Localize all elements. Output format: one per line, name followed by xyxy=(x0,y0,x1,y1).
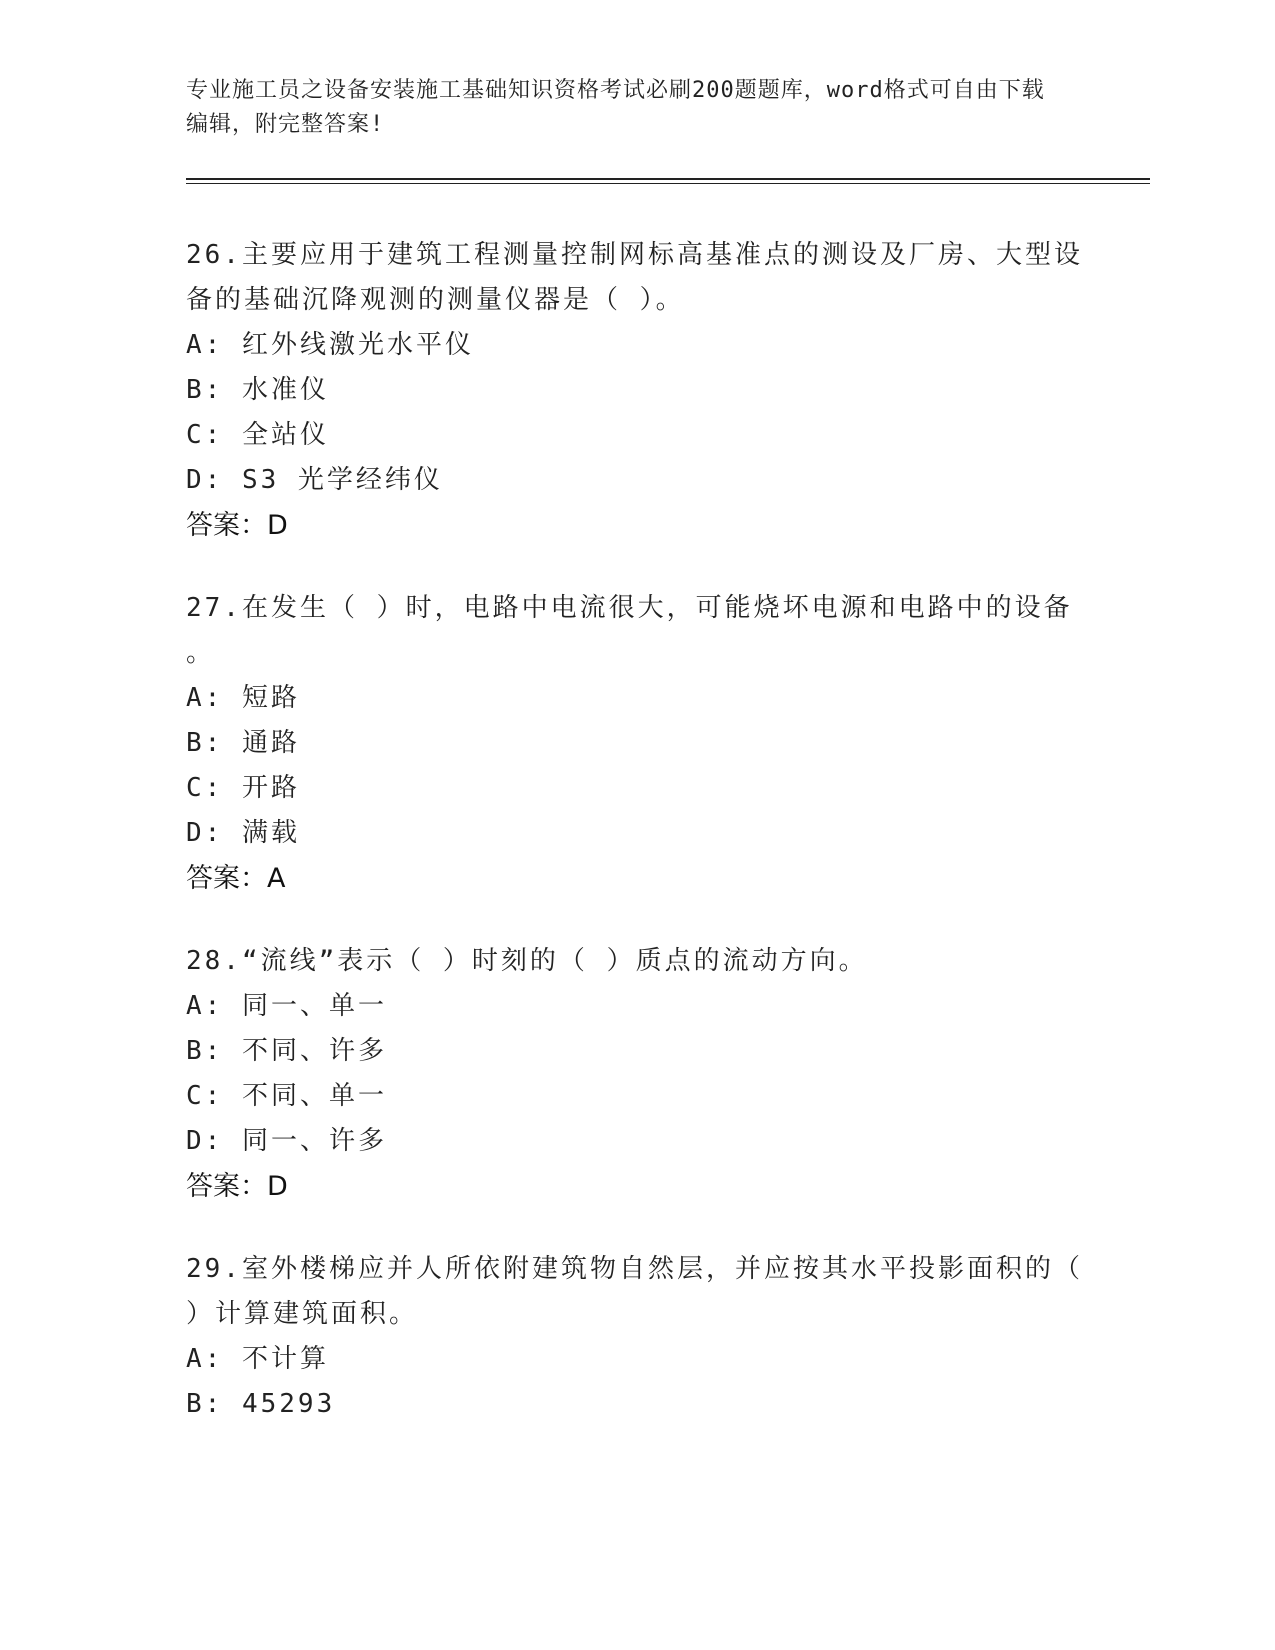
option-b: B: 45293 xyxy=(186,1389,336,1419)
option-b: B: 不同、许多 xyxy=(186,1036,387,1066)
option-c: C: 开路 xyxy=(186,773,300,803)
option-c: C: 全站仪 xyxy=(186,420,329,450)
option-a: A: 不计算 xyxy=(186,1344,329,1374)
question-list xyxy=(186,233,1086,1464)
option-d: D: 同一、许多 xyxy=(186,1126,387,1156)
header-divider-thick xyxy=(186,178,1150,180)
option-a: A: 短路 xyxy=(186,683,300,713)
option-a: A: 同一、单一 xyxy=(186,991,387,1021)
answer-line: 答案：D xyxy=(186,1171,288,1202)
question-stem: 26.主要应用于建筑工程测量控制网标高基准点的测设及厂房、大型设备的基础沉降观测的测量仪器是（ ）。 xyxy=(186,240,1083,315)
question-28 xyxy=(186,939,1086,1210)
option-d: D: 满载 xyxy=(186,818,300,848)
option-a: A: 红外线激光水平仪 xyxy=(186,330,474,360)
question-stem: 29.室外楼梯应并人所依附建筑物自然层，并应按其水平投影面积的（ ）计算建筑面积。 xyxy=(186,1254,1083,1329)
question-29 xyxy=(186,1247,1086,1427)
header-divider-thin xyxy=(186,183,1150,184)
option-b: B: 通路 xyxy=(186,728,300,758)
option-b: B: 水准仪 xyxy=(186,375,329,405)
answer-line: 答案：A xyxy=(186,863,286,894)
question-26 xyxy=(186,233,1086,549)
option-c: C: 不同、单一 xyxy=(186,1081,387,1111)
document-header: 专业施工员之设备安装施工基础知识资格考试必刷200题题库，word格式可自由下载编辑，附完整答案! xyxy=(186,78,1045,137)
question-stem: 27.在发生（ ）时，电路中电流很大，可能烧坏电源和电路中的设备 。 xyxy=(186,593,1073,668)
answer-line: 答案：D xyxy=(186,510,288,541)
question-stem: 28.“流线”表示（ ）时刻的（ ）质点的流动方向。 xyxy=(186,946,868,976)
question-27 xyxy=(186,586,1086,902)
option-d: D: S3 光学经纬仪 xyxy=(186,465,443,495)
